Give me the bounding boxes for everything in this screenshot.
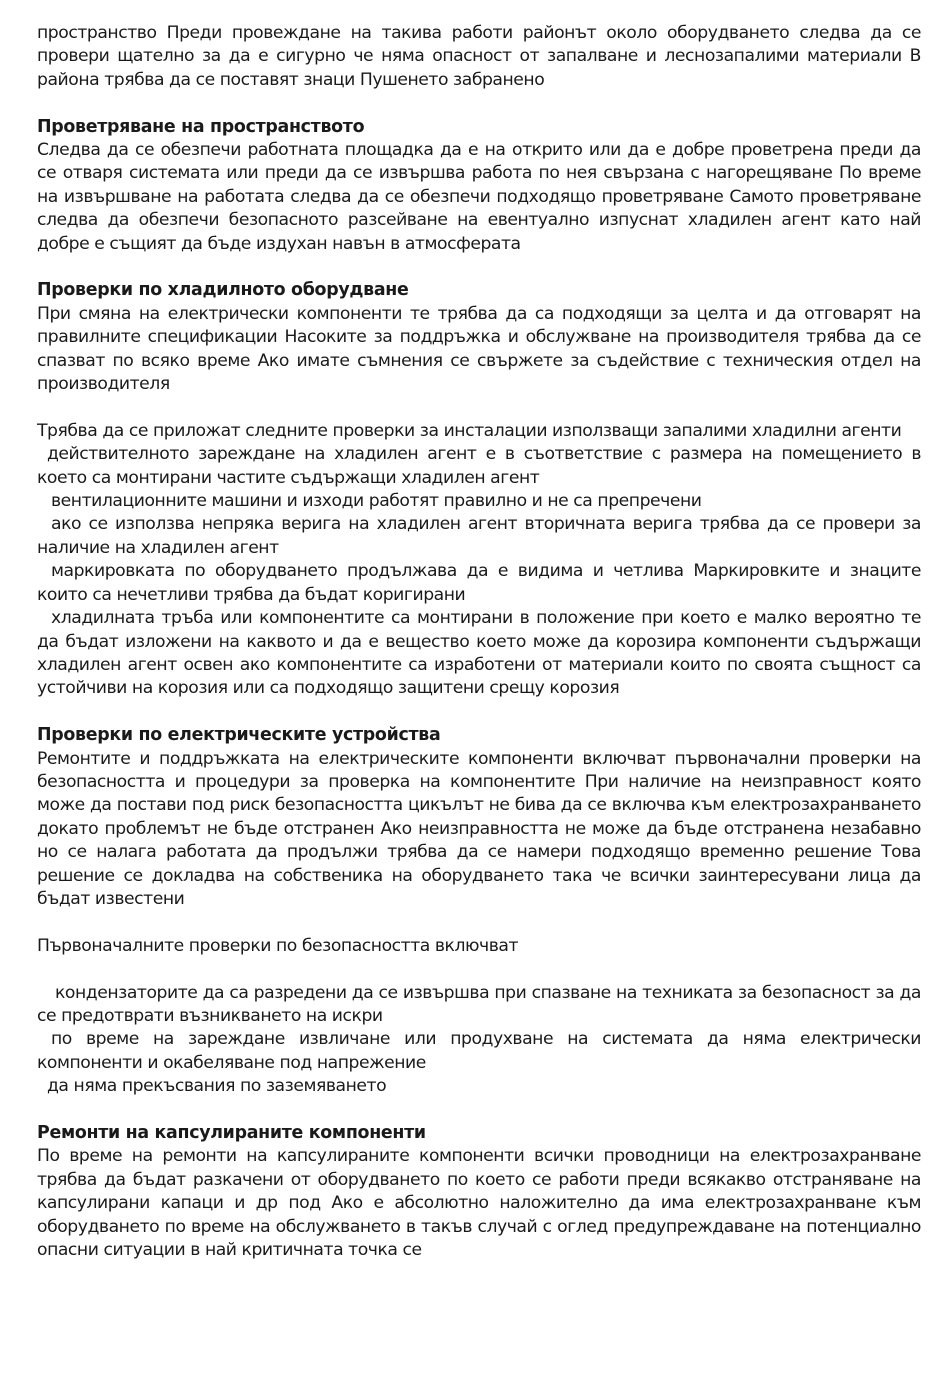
- paragraph-ventilation: Следва да се обезпечи работната площадка да е на открито или да е добре проветрена преди да се отваря системата или преди да се извършва работа по нея свързана с нагорещяване По време на извършване на работата следва да се обезпечи подходящо проветряване Самото проветряване следва да обезпечи безопасното разсейване на евентуално изпуснат хладилен агент като най добре е същият да бъде издухан навън в атмосферата: [37, 140, 921, 254]
- electrical-check-item: да няма прекъсвания по заземяването: [47, 1076, 387, 1097]
- refrigeration-check-item: действителното зареждане на хладилен агент е в съответствие с размера на помещението в което са монтирани частите съдържащи хладилен агент: [37, 444, 921, 488]
- refrigeration-checks-intro: Трябва да се приложат следните проверки за инсталации използващи запалими хладилни агенти: [37, 420, 902, 441]
- heading-electrical-checks: Проверки по електрическите устройства: [37, 725, 441, 746]
- paragraph-sealed-components: По време на ремонти на капсулираните компоненти всички проводници на електрозахранване трябва да бъдат разкачени от оборудването по което се работи преди всякакво отстраняване на капсулирани капаци и др под Ако е абсолютно наложително да има електрозахранване към оборудването по време на обслужването в такъв случай с оглед предупреждаване на потенциално опасни ситуации в най критичната точка се: [37, 1146, 921, 1261]
- intro-paragraph: пространство Преди провеждане на такива работи районът около оборудването следва да се провери щателно за да е сигурно че няма опасност от запалване и леснозапалими материали В района трябва да се поставят знаци Пушенето забранено: [37, 23, 921, 90]
- document-page: [37, 22, 921, 1262]
- heading-refrigeration-checks: Проверки по хладилното оборудване: [37, 280, 409, 301]
- refrigeration-check-item: ако се използва непряка верига на хладилен агент вторичната верига трябва да се провери за наличие на хладилен агент: [37, 514, 921, 558]
- refrigeration-check-item: хладилната тръба или компонентите са монтирани в положение при което е малко вероятно те да бъдат изложени на каквото и да е вещество което може да корозира компоненти съдържащи хладилен агент освен ако компонентите са изработени от материали които по своята същност са устойчиви на корозия или са подходящо защитени срещу корозия: [37, 608, 921, 699]
- refrigeration-check-item: маркировката по оборудването продължава да е видима и четлива Маркировките и знаците които са нечетливи трябва да бъдат коригирани: [37, 561, 921, 605]
- heading-ventilation: Проветряване на пространството: [37, 116, 365, 137]
- paragraph-electrical-checks: Ремонтите и поддръжката на електрическите компоненти включват първоначални проверки на безопасността и процедури за проверка на компонентите При наличие на неизправност която може да постави под риск безопасността цикълът не бива да се включва към електрозахранването докато проблемът не бъде отстранен Ако неизправността не може да бъде отстранена незабавно но се налага работата да продължи трябва да се намери подходящо временно решение Това решение се докладва на собственика на оборудването така че всички заинтересувани лица да бъдат известени: [37, 748, 921, 909]
- electrical-checks-intro: Първоначалните проверки по безопасността включват: [37, 935, 519, 956]
- electrical-check-item: кондензаторите да са разредени да се извършва при спазване на техниката за безопасност за да се предотврати възникването на искри: [37, 982, 921, 1026]
- electrical-check-item: по време на зареждане извличане или продухване на системата да няма електрически компоненти и окабеляване под напрежение: [37, 1029, 921, 1073]
- paragraph-refrigeration-checks: При смяна на електрически компоненти те трябва да са подходящи за целта и да отговарят на правилните спецификации Насоките за поддръжка и обслужване на производителя трябва да се спазват по всяко време Ако имате съмнения се свържете за съдействие с техническия отдел на производителя: [37, 303, 921, 395]
- refrigeration-check-item: вентилационните машини и изходи работят правилно и не са препречени: [51, 491, 702, 512]
- heading-sealed-components: Ремонти на капсулираните компоненти: [37, 1122, 426, 1143]
